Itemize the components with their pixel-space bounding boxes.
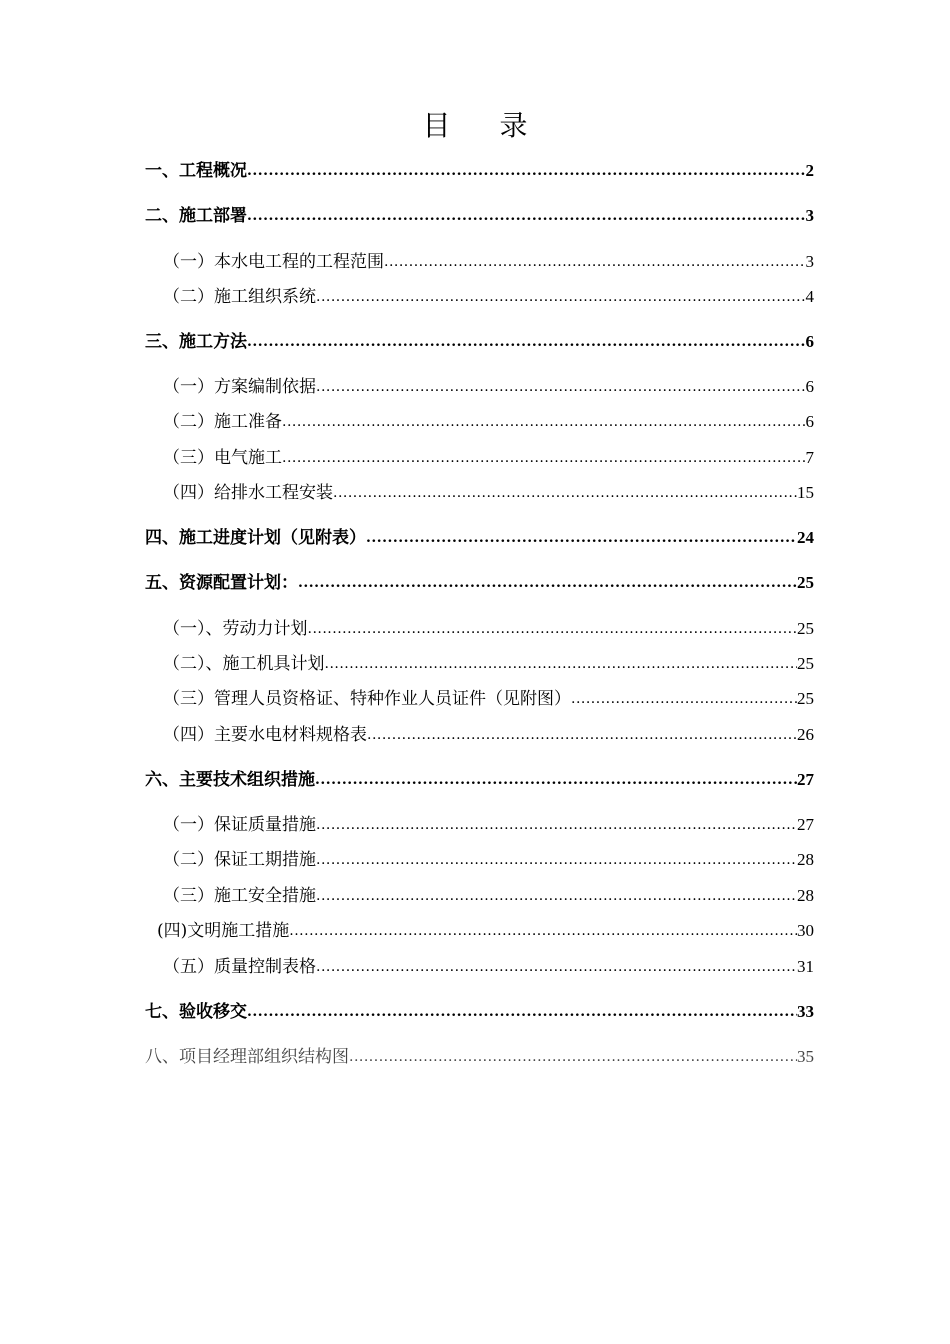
dot-leader [316,375,806,399]
dot-leader [333,481,797,505]
toc-entry-page: 25 [797,654,814,673]
dot-leader [308,617,798,641]
toc-entry[interactable] [163,375,814,399]
toc-entry-page: 24 [797,528,814,547]
toc-entry-page: 25 [797,619,814,638]
toc-entry-page: 6 [805,377,814,396]
toc-entry[interactable] [163,617,814,641]
toc-entry[interactable] [163,687,814,711]
toc-entry[interactable] [145,768,814,792]
toc-entry[interactable] [163,285,814,309]
toc-entry-page: 3 [805,252,814,271]
toc-entry-label: （五）质量控制表格 [163,957,316,977]
toc-entry[interactable] [163,813,814,837]
dot-leader [316,955,797,979]
toc-entry[interactable] [145,159,814,183]
toc-entry[interactable] [163,410,814,434]
toc-entry[interactable] [157,919,814,943]
toc-entry-page: 27 [797,770,814,789]
toc-entry-page: 4 [805,287,814,306]
toc-entry-label: （三）电气施工 [163,448,282,468]
toc-entry[interactable] [145,526,814,550]
dot-leader [247,204,806,228]
toc-entry-label: （二）、施工机具计划 [163,654,325,674]
toc-entry-page: 35 [797,1047,814,1066]
toc-entry-page: 25 [797,573,814,592]
toc-entry-page: 2 [805,161,814,180]
toc-entry[interactable] [145,330,814,354]
toc-entry-label: （二）保证工期措施 [163,850,316,870]
toc-entry[interactable] [163,884,814,908]
toc-entry[interactable] [163,481,814,505]
dot-leader [247,1000,797,1024]
toc-entry-label: 七、验收移交 [145,1002,247,1022]
toc-entry-label: （一）本水电工程的工程范围 [163,252,384,272]
toc-entry-page: 28 [797,886,814,905]
dot-leader [384,250,806,274]
toc-entry-label: 八、项目经理部组织结构图 [145,1047,349,1067]
dot-leader [325,652,798,676]
toc-entry[interactable] [145,204,814,228]
dot-leader [282,410,806,434]
toc-entry[interactable] [163,250,814,274]
toc-entry-label: （二）施工准备 [163,412,282,432]
toc-entry-label: （一）保证质量措施 [163,815,316,835]
toc-entry[interactable] [163,848,814,872]
toc-entry-page: 6 [805,332,814,351]
toc-entry-label: 五、资源配置计划： [145,573,298,593]
dot-leader [247,159,806,183]
toc-entry-label: （四）给排水工程安装 [163,483,333,503]
dot-leader [247,330,806,354]
dot-leader [316,285,806,309]
toc-entry-page: 30 [797,921,814,940]
toc-entry-label: （四）主要水电材料规格表 [163,725,367,745]
dot-leader [366,526,797,550]
toc-entry[interactable] [163,446,814,470]
dot-leader [349,1045,797,1069]
toc-entry-label: 四、施工进度计划（见附表） [145,528,366,548]
toc-entry-page: 33 [797,1002,814,1021]
toc-entry[interactable] [145,571,814,595]
toc-entry-page: 28 [797,850,814,869]
dot-leader [316,813,797,837]
toc-entry[interactable] [145,1045,814,1069]
toc-entry[interactable] [163,955,814,979]
toc-entry-page: 3 [805,206,814,225]
dot-leader [367,723,797,747]
toc-entry[interactable] [145,1000,814,1024]
dot-leader [289,919,797,943]
toc-entry-label: （一）、劳动力计划 [163,619,308,639]
toc-entry-label: （三）施工安全措施 [163,886,316,906]
toc-entry-page: 31 [797,957,814,976]
dot-leader [315,768,797,792]
toc-entry-page: 15 [797,483,814,502]
toc-entry-label: （二）施工组织系统 [163,287,316,307]
toc-entry[interactable] [163,723,814,747]
dot-leader [316,884,797,908]
toc-entry-label: 二、施工部署 [145,206,247,226]
toc-entry-label: (四)文明施工措施 [157,921,290,941]
dot-leader [282,446,806,470]
toc-entry-label: 三、施工方法 [145,332,247,352]
toc-entry-page: 6 [805,412,814,431]
dot-leader [571,687,797,711]
toc-entry-page: 25 [797,689,814,708]
dot-leader [316,848,797,872]
toc-title: 目 录 [422,109,548,142]
toc-entry-page: 27 [797,815,814,834]
toc-entry[interactable] [163,652,814,676]
dot-leader [298,571,797,595]
toc-entry-label: 一、工程概况 [145,161,247,181]
toc-entry-label: （一）方案编制依据 [163,377,316,397]
toc-entry-page: 26 [797,725,814,744]
toc-entry-page: 7 [805,448,814,467]
toc-entry-label: （三）管理人员资格证、特种作业人员证件（见附图） [163,689,571,709]
toc-entry-label: 六、主要技术组织措施 [145,770,315,790]
